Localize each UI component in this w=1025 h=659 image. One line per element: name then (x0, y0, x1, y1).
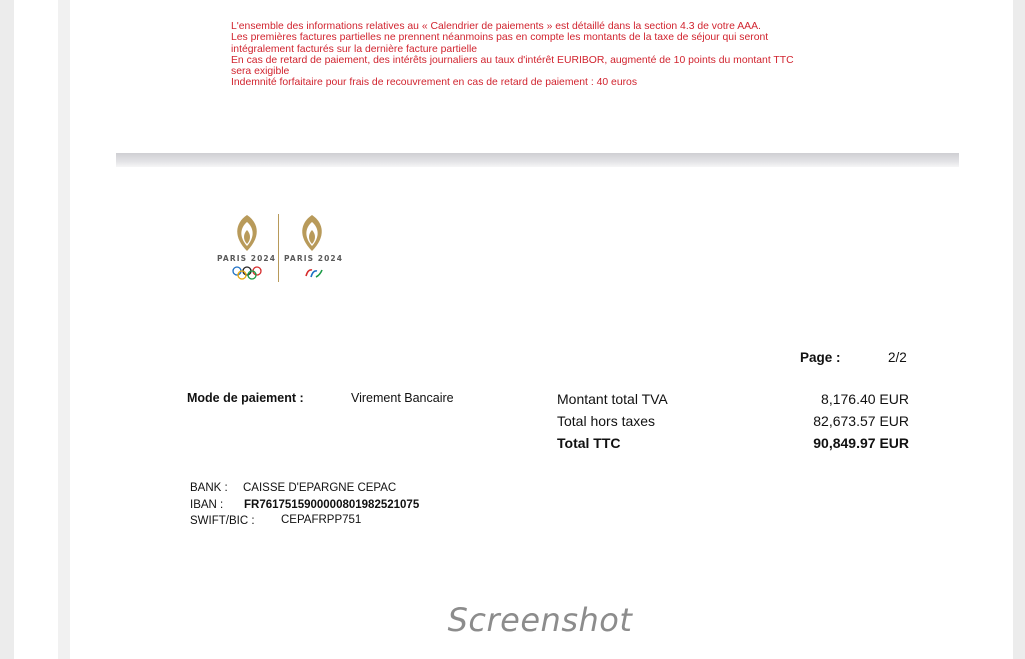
paris-2024-logos (214, 211, 354, 285)
payment-mode-label: Mode de paiement : (187, 391, 304, 405)
pretax-total-value: 82,673.57 EUR (813, 413, 909, 429)
note-line: L'ensemble des informations relatives au « Calendrier de paiements » est détaillé dans la section 4.3 de votre AAA. (231, 21, 761, 32)
page-number: 2/2 (888, 350, 907, 365)
vat-total-value: 8,176.40 EUR (821, 391, 909, 407)
screenshot-watermark: Screenshot (447, 601, 633, 639)
paralympic-flame-icon (294, 213, 330, 253)
iban-value: FR7617515900000801982521075 (244, 499, 420, 511)
logo-divider (278, 214, 279, 282)
grand-total-value: 90,849.97 EUR (813, 435, 909, 451)
payment-notes (231, 21, 881, 89)
pretax-total-label: Total hors taxes (557, 413, 656, 429)
page-separator (116, 153, 959, 167)
vat-total-label: Montant total TVA (557, 391, 668, 407)
agitos-icon (304, 267, 324, 279)
left-margin-strip (58, 0, 70, 659)
olympic-flame-icon (229, 213, 265, 253)
bank-name: CAISSE D'EPARGNE CEPAC (243, 482, 397, 494)
note-line: Les premières factures partielles ne prennent néanmoins pas en compte les montants de la taxe de séjour qui seront (231, 32, 769, 44)
note-line: En cas de retard de paiement, des intérêts journaliers au taux d'intérêt EURIBOR, augmenté de 10 points du montant TTC (231, 54, 794, 66)
right-gutter (1013, 0, 1025, 659)
page-label: Page : (800, 350, 841, 365)
note-line: Indemnité forfaitaire pour frais de recouvrement en cas de retard de paiement : 40 euros (231, 77, 638, 89)
note-line: sera exigible (231, 66, 290, 78)
swift-value: CEPAFRPP751 (281, 514, 362, 526)
payment-mode-value: Virement Bancaire (351, 391, 454, 405)
grand-total-label: Total TTC (557, 435, 621, 451)
note-line: intégralement facturés sur la dernière facture partielle (231, 43, 478, 55)
olympic-logo-text: PARIS 2024 (217, 254, 277, 263)
left-gutter (0, 0, 14, 659)
bank-label: BANK : (190, 482, 228, 494)
iban-label: IBAN : (190, 499, 224, 511)
paralympic-logo-text: PARIS 2024 (284, 254, 344, 263)
olympic-rings-icon (231, 266, 265, 280)
swift-label: SWIFT/BIC : (190, 515, 255, 527)
